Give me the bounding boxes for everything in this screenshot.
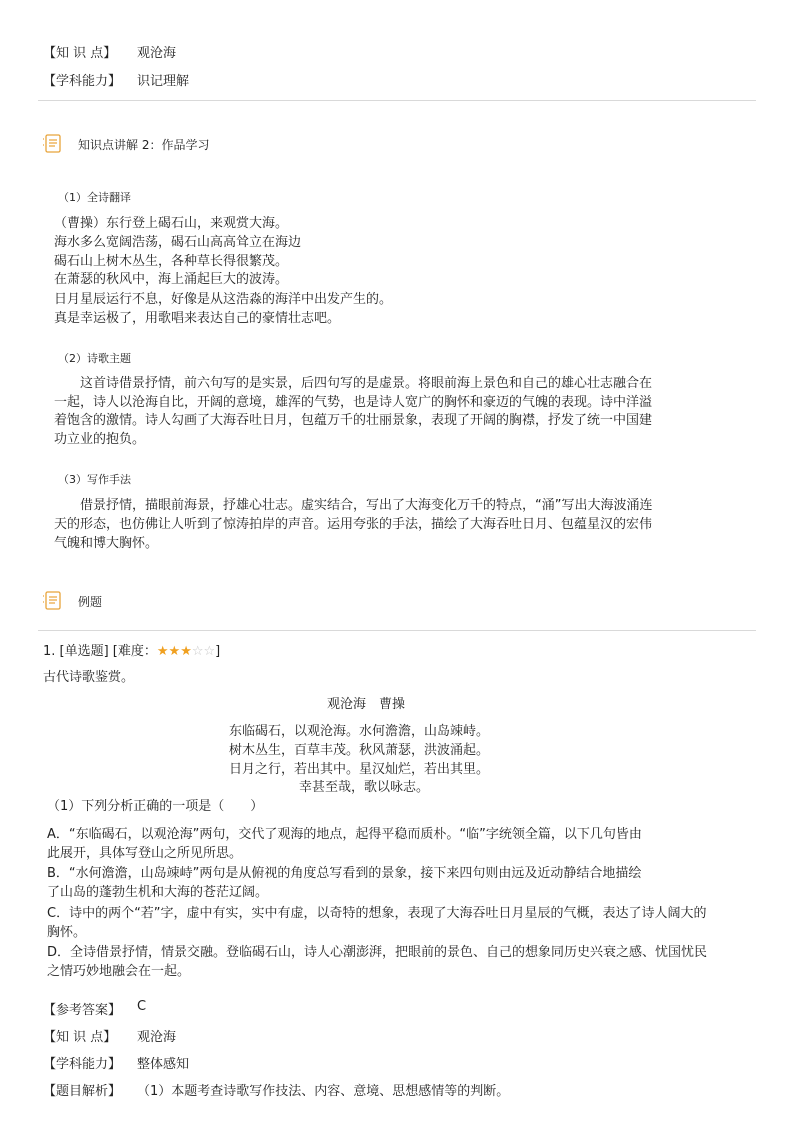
option-b-line: 了山岛的蓬勃生机和大海的苍茫辽阔。 (47, 885, 269, 900)
answer-value: C (137, 999, 147, 1014)
question-type: 1. [单选题] [难度： (43, 644, 157, 659)
answer-label: 【参考答案】 (43, 1003, 122, 1018)
knowledge-label: 【知 识 点】 (43, 1030, 117, 1045)
option-c-line: C．诗中的两个“若”字，虚中有实，实中有虚，以奇特的想象，表现了大海吞吐日月星辰的气概，表达了诗人阔大的 (47, 906, 707, 921)
question-prompt: 古代诗歌鉴赏。 (43, 670, 135, 685)
translation-line: 海水多么宽阔浩荡，碣石山高高耸立在海边 (54, 235, 302, 250)
difficulty-stars (157, 644, 215, 659)
analysis-value: （1）本题考查诗歌写作技法、内容、意境、思想感情等的判断。 (137, 1084, 510, 1099)
poem-line: 东临碣石，以观沧海。水何澹澹，山岛竦峙。 (229, 724, 490, 739)
theme-line: 功立业的抱负。 (54, 432, 146, 447)
translation-line: 日月星辰运行不息，好像是从这浩淼的海洋中出发产生的。 (54, 292, 393, 307)
poem-line: 幸甚至哉，歌以咏志。 (299, 780, 430, 795)
ability-label: 【学科能力】 (43, 74, 122, 89)
knowledge-value: 观沧海 (137, 1030, 177, 1045)
ability-value: 识记理解 (137, 74, 190, 89)
divider (38, 100, 756, 101)
technique-title: （3）写作手法 (58, 473, 131, 486)
poem-line: 日月之行，若出其中。星汉灿烂，若出其里。 (229, 762, 490, 777)
knowledge-label: 【知 识 点】 (43, 46, 117, 61)
translation-line: （曹操）东行登上碣石山，来观赏大海。 (54, 216, 289, 231)
ability-value: 整体感知 (137, 1057, 190, 1072)
translation-line: 在萧瑟的秋风中，海上涌起巨大的波涛。 (54, 272, 289, 287)
technique-line: 借景抒情，描眼前海景，抒雄心壮志。虚实结合，写出了大海变化万千的特点，“涌”写出大海波涌连 (80, 498, 653, 513)
question-header-end: ] (215, 644, 221, 659)
theme-title: （2）诗歌主题 (58, 352, 131, 365)
option-d-line: 之情巧妙地融会在一起。 (47, 964, 191, 979)
option-b-line: B．“水何澹澹，山岛竦峙”两句是从俯视的角度总写看到的景象，接下来四句则由远及近动静结合地描绘 (47, 866, 642, 881)
poem-line: 树木丛生，百草丰茂。秋风萧瑟，洪波涌起。 (229, 743, 490, 758)
option-a-line: 此展开，具体写登山之所见所思。 (47, 846, 243, 861)
sub-question: （1）下列分析正确的一项是（ ） (47, 799, 264, 814)
ability-label: 【学科能力】 (43, 1057, 122, 1072)
theme-line: 着饱含的激情。诗人勾画了大海吞吐日月，包蕴万千的壮丽景象，表现了开阔的胸襟，抒发了统一中国建 (54, 413, 653, 428)
knowledge-value: 观沧海 (137, 46, 177, 61)
star-filled-icon: ★★★ (156, 644, 192, 659)
theme-line: 一起，诗人以沧海自比，开阔的意境，雄浑的气势，也是诗人宽广的胸怀和豪迈的气魄的表现。诗中洋溢 (54, 395, 653, 410)
document-list-icon (42, 132, 64, 154)
analysis-label: 【题目解析】 (43, 1084, 122, 1099)
theme-line: 这首诗借景抒情，前六句写的是实景，后四句写的是虚景。将眼前海上景色和自己的雄心壮志融合在 (80, 376, 653, 391)
divider (38, 630, 756, 631)
option-c-line: 胸怀。 (47, 925, 87, 940)
option-a-line: A．“东临碣石，以观沧海”两句，交代了观海的地点，起得平稳而质朴。“临”字统领全篇，以下几句皆由 (47, 827, 642, 842)
option-d-line: D．全诗借景抒情，情景交融。登临碣石山，诗人心潮澎湃，把眼前的景色、自己的想象同历史兴衰之感、忧国忧民 (47, 945, 708, 960)
section-title-explanation: 知识点讲解 2：作品学习 (78, 138, 210, 152)
technique-line: 天的形态，也仿佛让人听到了惊涛拍岸的声音。运用夸张的手法，描绘了大海吞吐日月、包蕴星汉的宏伟 (54, 517, 653, 532)
poem-title: 观沧海 曹操 (327, 697, 406, 712)
section-title-examples: 例题 (78, 595, 103, 609)
star-empty-icon: ☆☆ (191, 644, 216, 659)
translation-title: （1）全诗翻译 (58, 191, 131, 204)
document-list-icon (42, 589, 64, 611)
question-header (43, 640, 220, 659)
translation-line: 真是幸运极了，用歌唱来表达自己的豪情壮志吧。 (54, 311, 341, 326)
technique-line: 气魄和博大胸怀。 (54, 536, 159, 551)
translation-line: 碣石山上树木丛生，各种草长得很繁茂。 (54, 254, 289, 269)
